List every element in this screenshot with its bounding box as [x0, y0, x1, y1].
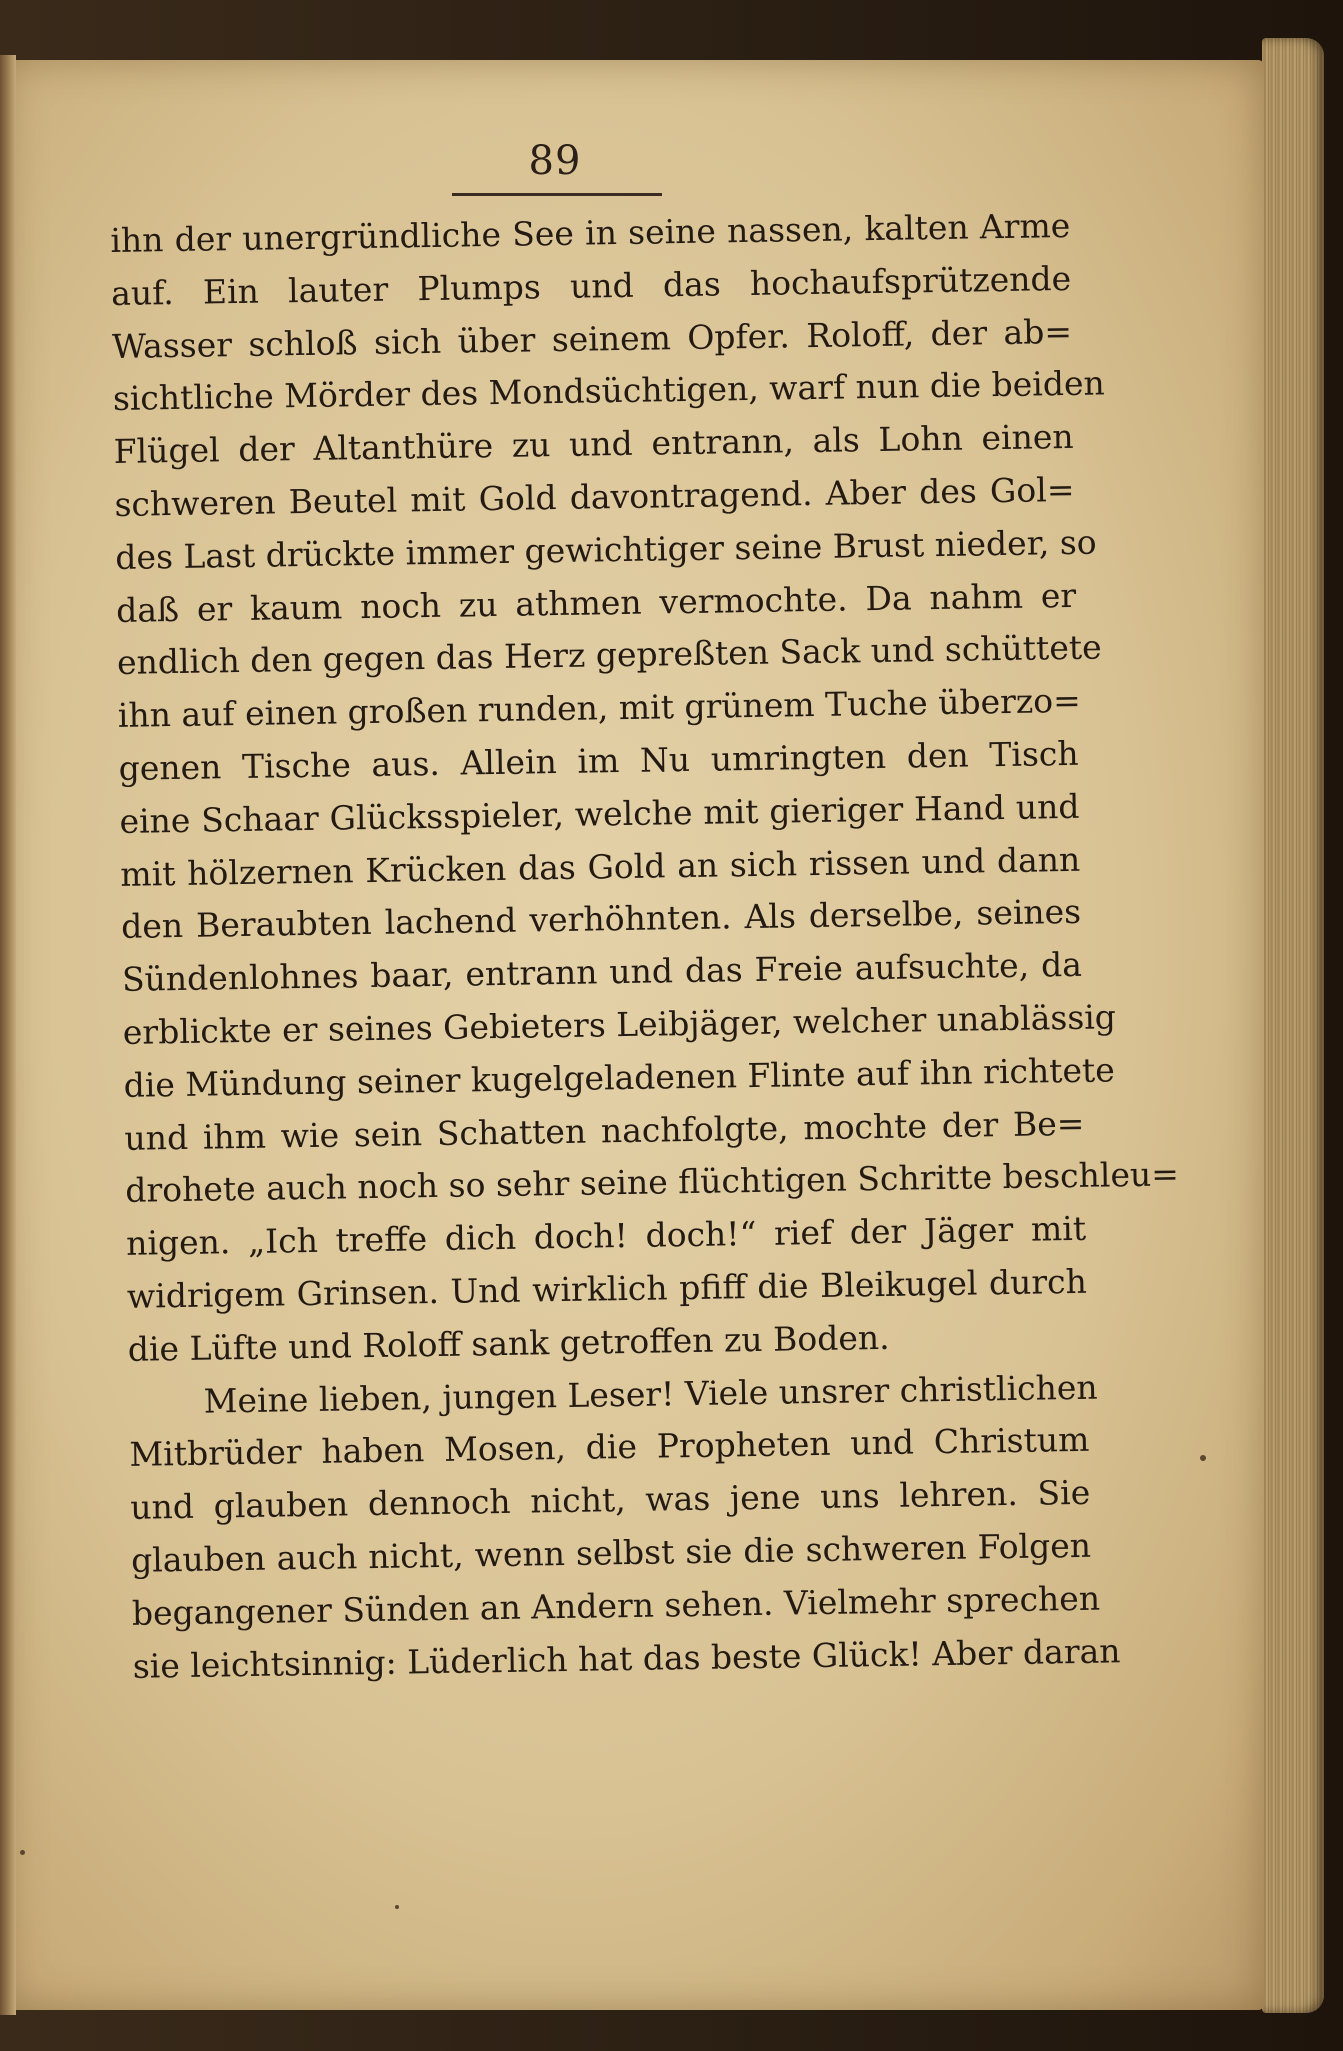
page-number: 89 — [528, 138, 582, 184]
text-line: sichtliche Mörder des Mondsüchtigen, warf nun die beiden — [112, 363, 1105, 419]
text-line: erblickte er seines Gebieters Leibjäger, welcher unablässig — [122, 997, 1117, 1052]
paper-speck — [20, 1850, 25, 1855]
text-line: widrigem Grinsen. Und wirklich pfiff die Bleikugel durch — [126, 1261, 1088, 1316]
text-line: auf. Ein lauter Plumps und das hochaufsprützende — [110, 258, 1072, 313]
text-line: drohete auch noch so sehr seine flüchtigen Schritte beschleu= — [125, 1154, 1180, 1211]
paragraph-end-line: die Lüfte und Roloff sank getroffen zu Boden. — [127, 1317, 890, 1369]
text-line: endlich den gegen das Herz gepreßten Sack und schüttete — [116, 627, 1102, 683]
text-line: schweren Beutel mit Gold davontragend. Aber des Gol= — [114, 469, 1075, 524]
book-binding — [0, 55, 16, 2015]
text-line: Flügel der Altanthüre zu und entrann, als Lohn einen — [113, 417, 1074, 472]
text-line: Mitbrüder haben Mosen, die Propheten und Christum — [129, 1420, 1090, 1475]
text-line: Sündenlohnes baar, entrann und das Freie aufsuchte, da — [121, 944, 1083, 1000]
page-edges — [1262, 38, 1324, 2013]
paper-speck — [395, 1905, 399, 1909]
text-line: eine Schaar Glücksspieler, welche mit gieriger Hand und — [119, 786, 1080, 841]
text-line: nigen. „Ich treffe dich doch! doch!“ rief der Jäger mit — [125, 1208, 1087, 1264]
paper-speck — [1200, 1455, 1206, 1461]
text-line: daß er kaum noch zu athmen vermochte. Da nahm er — [115, 575, 1077, 630]
page-number-rule — [452, 193, 662, 196]
text-line: und ihm wie sein Schatten nachfolgte, mochte der Be= — [124, 1103, 1085, 1158]
text-line: mit hölzernen Krücken das Gold an sich rissen und dann — [120, 839, 1081, 894]
text-line: ihn der unergründliche See in seine nassen, kalten Arme — [110, 205, 1071, 260]
text-line: Wasser schloß sich über seinem Opfer. Roloff, der ab= — [111, 311, 1073, 366]
text-line: den Beraubten lachend verhöhnten. Als derselbe, seines — [120, 892, 1082, 947]
text-line: und glauben dennoch nicht, was jene uns lehren. Sie — [129, 1472, 1091, 1527]
text-line: die Mündung seiner kugelgeladenen Flinte auf ihn richtete — [123, 1050, 1116, 1105]
paragraph-start-line: Meine lieben, jungen Leser! Viele unsrer christlichen — [203, 1367, 1098, 1421]
text-line: ihn auf einen großen runden, mit grünem Tuche überzo= — [117, 680, 1082, 736]
text-line: begangener Sünden an Andern sehen. Vielmehr sprechen — [131, 1578, 1101, 1633]
text-line: genen Tische aus. Allein im Nu umringten den Tisch — [118, 733, 1079, 788]
text-line: sie leichtsinnig: Lüderlich hat das beste Glück! Aber daran — [132, 1630, 1121, 1686]
text-line: glauben auch nicht, wenn selbst sie die schweren Folgen — [130, 1525, 1092, 1580]
body-text — [110, 200, 1180, 1693]
text-line: des Last drückte immer gewichtiger seine Brust nieder, so — [115, 522, 1097, 577]
